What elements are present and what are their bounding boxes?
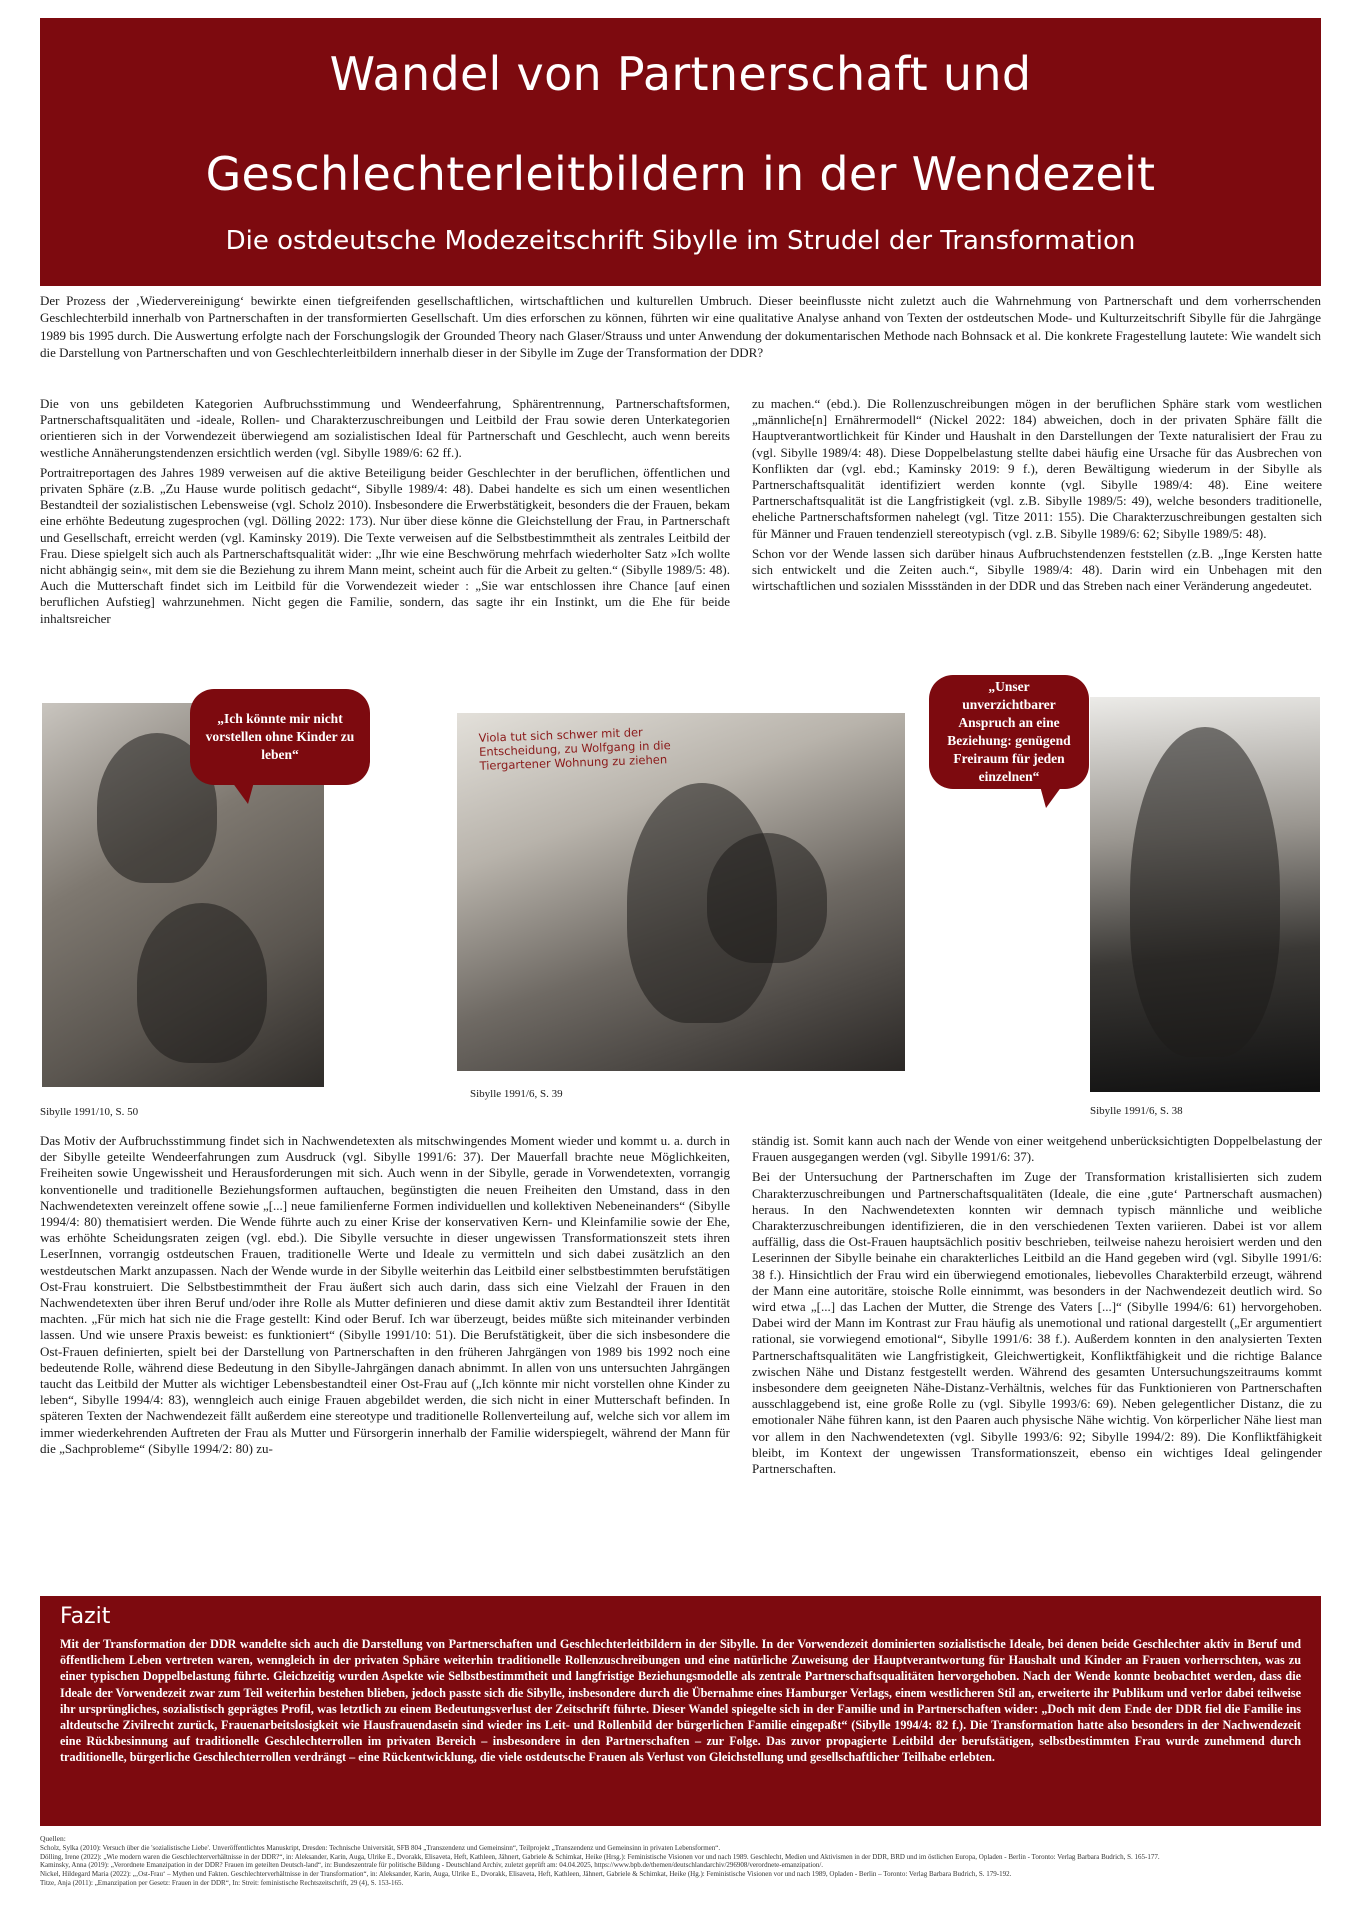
quote-bubble-tail bbox=[232, 782, 254, 804]
source-item: Nickel, Hildegard Maria (2022): „‚Ost-Frau‘ – Mythen und Fakten. Geschlechterverhältnisse in der Transformation“, in: Aleksander, Karin, Auga, Ulrike E., Dvorakk, Elisaveta, Heft, Kathleen, Jähnert, Gabriele & Schimkat, Heike (Hg.): Feministische Visionen vor und nach 1989, Opladen - Berlin – Toronto: Verlag Barbara Budrich, S. 179-192. bbox=[40, 1870, 1012, 1879]
photo-credit-middle: Sibylle 1991/6, S. 39 bbox=[470, 1088, 563, 1100]
photo-credit-right: Sibylle 1991/6, S. 38 bbox=[1090, 1105, 1183, 1117]
source-item: Dölling, Irene (2022): „Wie modern waren die Geschlechterverhältnisse in der DDR?“, in: Aleksander, Karin, Auga, Ulrike E., Dvorakk, Elisaveta, Heft, Kathleen, Jähnert, Gabriele & Schimkat, Heike (Hrsg.): Feministische Visionen vor und nach 1989. Geschlecht, Medien und Aktivismen in der DDR, BRD und im östlichen Europa, Opladen - Berlin - Toronto: Verlag Barbara Budrich, S. 165-177. bbox=[40, 1852, 1160, 1861]
paragraph: Die von uns gebildeten Kategorien Aufbruchsstimmung und Wendeerfahrung, Sphärentrennung, Partnerschaftsformen, Partnerschaftsqualitäten und -ideale, Rollen- und Charakterzuschreibungen und Leitbild der Frau sowie deren Unterkategorien orientieren sich in der Vorwendezeit überwiegend am sozialistischen Ideal für Partnerschaft und Geschlecht, auch wenn bereits westliche Annäherungstendenzen ersichtlich werden (vgl. Sibylle 1989/6: 62 ff.). bbox=[40, 396, 730, 460]
paragraph: zu machen.“ (ebd.). Die Rollenzuschreibungen mögen in der beruflichen Sphäre stark vom westlichen „männliche[n] Ernährermodell“ (Nickel 2022: 184) abweichen, doch in der privaten Sphäre fällt die Hauptverantwortlichkeit für Kinder und Haushalt in den Darstellungen der Texte naturalisiert der Frau zu (vgl. Sibylle 1989/4: 48). Diese Doppelbelastung stellte dabei häufig eine Ursache für das Ausbrechen von Konflikten dar (vgl. ebd.; Kaminsky 2019: 9 f.), deren Bewältigung wiederum in der Sibylle als Partnerschaftsqualität identifiziert werden konnte (vgl. Sibylle 1989/4: 48). Eine weitere Partnerschaftsqualität ist die Langfristigkeit (vgl. z.B. Sibylle 1989/5: 49), welche besonders traditionelle, eheliche Partnerschaftsformen nahelegt (vgl. Titze 2011: 155). Die Charakterzuschreibungen gestalten sich für Männer und Frauen tendenziell stereotypisch (vgl. z.B. Sibylle 1989/6: 62; Sibylle 1989/5: 48). bbox=[752, 396, 1322, 541]
fazit-text: Mit der Transformation der DDR wandelte sich auch die Darstellung von Partnerschaften und Geschlechterleitbildern in der Sibylle. In der Vorwendezeit dominierten sozialistische Ideale, bei denen beide Geschlechter aktiv in Beruf und öffentlichem Leben vertreten waren, wenngleich in der privaten Sphäre weiterhin traditionelle Rollenzuschreibungen und eine natürliche Zuweisung der Hauptverantwortung für Haushalt und Kinder an Frauen vorherrschten, was zu einer typischen Doppelbelastung führte. Gleichzeitig wurden Aspekte wie Selbstbestimmtheit und langfristige Beziehungsmodelle als zentrale Partnerschaftsqualitäten hervorgehoben. Nach der Wende konnte beobachtet werden, dass die Ideale der Vorwendezeit zwar zum Teil weiterhin bestehen blieben, jedoch passte sich die Sibylle, insbesondere durch die Übernahme eines Hamburger Verlags, einem westlicheren Stil an, erweiterte ihr Publikum und verlor dabei teilweise ihr ursprüngliches, sozialistisch geprägtes Profil, was letztlich zu einem Bedeutungsverlust der Zeitschrift führte. Dieser Wandel spiegelte sich in der Familie und in Partnerschaften wider: „Doch mit dem Ende der DDR fiel die Familie ins altdeutsche Zivilrecht zurück, Frauenarbeitslosigkeit wie Hausfrauendasein sind wieder ins Leit- und Rollenbild der bürgerlichen Familie eingepaßt“ (Sibylle 1994/4: 82 f.). Die Transformation hatte also besonders in der Nachwendezeit eine Rückbesinnung auf traditionelle Geschlechterrollen im privaten Bereich – insbesondere in den Partnerschaften – zur Folge. Das zuvor propagierte Leitbild der berufstätigen, selbstbestimmten Frau wurde zunehmend durch traditionelle, bürgerliche Geschlechterrollen verdrängt – eine Rückentwicklung, die viele ostdeutsche Frauen als Verlust von Gleichstellung und gesellschaftlicher Teilhabe erlebten. bbox=[60, 1637, 1301, 1765]
fazit-heading: Fazit bbox=[60, 1604, 111, 1629]
lower-right-column bbox=[752, 1133, 1322, 1481]
source-item: Kaminsky, Anna (2019): „Verordnete Emanzipation in der DDR? Frauen im geteilten Deutsch-land“, in: Bundeszentrale für politische Bildung - Deutschland Archiv, zuletzt geprüft am: 04.04.2025, https://www.bpb.de/themen/deutschlandarchiv/296908/verordnete-emanzipation/. bbox=[40, 1861, 824, 1870]
paragraph: Portraitreportagen des Jahres 1989 verweisen auf die aktive Beteiligung beider Geschlechter in der beruflichen, öffentlichen und privaten Sphäre (z.B. „Zu Hause wurde politisch gedacht“, Sibylle 1989/4: 48). Dabei handelte es sich um einen wesentlichen Bestandteil der sozialistischen Lebensweise (vgl. Scholz 2010). Insbesondere die Erwerbstätigkeit, besonders die der Frauen, bekam eine erhöhte Bedeutung zugesprochen (vgl. Dölling 2022: 173). Nur über diese könne die Gleichstellung der Frau, in Partnerschaft und Gesellschaft, erreicht werden (vgl. Kaminsky 2019). Die Texte verweisen auf die Selbstbestimmtheit als zentrales Leitbild der Frau. Diese spielgelt sich auch als Partnerschaftsqualität wider: „Ihr wie eine Beschwörung mehrfach wiederholter Satz »Ich wollte nicht abhängig sein«, mit dem sie die Beziehung zu ihrem Mann meint, scheint auch für die Arbeit zu gelten.“ (Sibylle 1989/5: 48). Auch die Mutterschaft findet sich im Leitbild für die Vorwendezeit wieder : „Sie war entschlossen ihre Chance [auf einen beruflichen Aufstieg] wahrzunehmen. Nicht gegen die Familie, sondern, das sagte ihr ein Instinkt, um die Ehe für beide inhaltsreicher bbox=[40, 464, 730, 626]
paragraph: Das Motiv der Aufbruchsstimmung findet sich in Nachwendetexten als mitschwingendes Moment wieder und kommt u. a. durch in der Sibylle geteilte Wendeerfahrungen zum Ausdruck (vgl. Sibylle 1991/6: 37). Der Mauerfall brachte neue Möglichkeiten, Freiheiten sowie Ungewissheit und Herausforderungen mit sich. Auch wenn in der Sibylle, gerade in Vorwendetexten, vorrangig konventionelle und traditionelle Beziehungsformen auftauchen, begünstigten die neuen Freiheiten den Umstand, dass in den Nachwendetexten vereinzelt offene sowie „[...] neue familienferne Formen individuellen und kollektiven Nebeneinanders“ (Sibylle 1994/4: 80) thematisiert werden. Die Wende führte auch zu einer Krise der konservativen Kern- und Kleinfamilie sowie der Ehe, was erhöhte Scheidungsraten zeigen (vgl. ebd.). Die Sibylle versuchte in dieser ungewissen Transformationszeit stets ihren LeserInnen, vorrangig ostdeutschen Frauen, traditionelle Werte und Ideale zu vermitteln und sich dabei zusätzlich an den westdeutschen Markt anzupassen. Nach der Wende wurde in der Sibylle weiterhin das Leitbild einer selbstbestimmten berufstätigen Ost-Frau konstruiert. Die Selbstbestimmtheit der Frau äußert sich auch darin, dass sich eine Vielzahl der Frauen in den Nachwendetexten über ihren Beruf und/oder ihre Rolle als Mutter definieren und diese damit aktiv zum Bestandteil ihrer Identität machten. „Für mich hat sich nie die Frage gestellt: Kind oder Beruf. Ich war überzeugt, beides müßte sich miteinander verbinden lassen. Und wie unsere Praxis beweist: es funktioniert“ (Sibylle 1991/10: 51). Die Berufstätigkeit, über die sich insbesondere die Ost-Frauen definierten, spielt bei der Darstellung von Partnerschaften in den früheren Jahrgängen von 1989 bis 1992 noch eine bedeutende Rolle, während diese Bedeutung in den Sibylle-Jahrgängen danach abnimmt. In allen von uns untersuchten Jahrgängen taucht das Leitbild der Mutter als wichtiger Lebensbestandteil einer Ost-Frau auf („Ich könnte mir nicht vorstellen ohne Kinder zu leben“, Sibylle 1994/4: 83), wenngleich auch einige Frauen abgebildet werden, die sich nicht in einer Mutterschaft befinden. In späteren Texten der Nachwendezeit fällt außerdem eine stereotype und traditionelle Rollenverteilung auf, welche sich vor allem im immer wiederkehrenden Auftreten der Frau als Mutter und Fürsorgerin innerhalb der Familie widerspiegelt, während der Mann für die „Sachprobleme“ (Sibylle 1994/2: 80) zu- bbox=[40, 1133, 730, 1456]
sources-heading: Quellen: bbox=[40, 1834, 66, 1843]
intro-paragraph: Der Prozess der ‚Wiedervereinigung‘ bewirkte einen tiefgreifenden gesellschaftlichen, wirtschaftlichen und kulturellen Umbruch. Dieser beeinflusste nicht zuletzt auch die Wahrnehmung von Partnerschaft und dem vorherrschenden Geschlechterbild innerhalb von Partnerschaften in der transformierten Gesellschaft. Um dies erforschen zu können, führten wir eine qualitative Analyse anhand von Texten der ostdeutschen Mode- und Kulturzeitschrift Sibylle für die Jahrgänge 1989 bis 1995 durch. Die Auswertung erfolgte nach der Forschungslogik der Grounded Theory nach Glaser/Strauss und unter Anwendung der dokumentarischen Methode nach Bohnsack et al. Die konkrete Fragestellung lautete: Wie wandelt sich die Darstellung von Partnerschaften und von Geschlechterleitbildern innerhalb dieser in der Sibylle im Zuge der Transformation der DDR? bbox=[40, 293, 1321, 360]
paragraph: ständig ist. Somit kann auch nach der Wende von einer weitgehend unberücksichtigten Doppelbelastung der Frauen ausgegangen werden (vgl. Sibylle 1991/6: 37). bbox=[752, 1133, 1322, 1165]
photo-credit-left: Sibylle 1991/10, S. 50 bbox=[40, 1106, 139, 1118]
lower-left-column bbox=[40, 1133, 730, 1461]
photo-couple bbox=[457, 713, 905, 1071]
source-item: Titze, Anja (2011): „Emanzipation per Gesetz: Frauen in der DDR“, In: Streit: feministische Rechtszeitschrift, 29 (4), S. 153-165. bbox=[40, 1878, 404, 1887]
sources-list bbox=[40, 1835, 1321, 1888]
paragraph: Schon vor der Wende lassen sich darüber hinaus Aufbruchstendenzen feststellen (z.B. „Inge Kersten hatte sich entwickelt und die Zeiten auch.“, Sibylle 1989/4: 48). Darin wird ein Unbehagen mit den wirtschaftlichen und sozialen Missständen in der DDR und das Streben nach einer Veränderung angedeutet. bbox=[752, 545, 1322, 594]
upper-right-column bbox=[752, 396, 1322, 598]
quote-bubble-left: „Ich könnte mir nicht vorstellen ohne Kinder zu leben“ bbox=[190, 689, 370, 785]
page-subtitle: Die ostdeutsche Modezeitschrift Sibylle im Strudel der Transformation bbox=[225, 226, 1136, 256]
fazit-box bbox=[40, 1596, 1321, 1826]
photo-man-with-woman bbox=[1090, 697, 1320, 1092]
page-title-line2: Geschlechterleitbildern in der Wendezeit bbox=[205, 147, 1156, 201]
quote-bubble-tail bbox=[1040, 786, 1062, 808]
header-banner bbox=[40, 18, 1321, 286]
quote-bubble-right: „Unser unverzichtbarer Anspruch an eine Beziehung: genügend Freiraum für jeden einzelnen“ bbox=[929, 675, 1089, 789]
paragraph: Bei der Untersuchung der Partnerschaften im Zuge der Transformation kristallisierten sich zudem Charakterzuschreibungen und Partnerschaftsqualitäten (Ideale, die eine ‚gute‘ Partnerschaft ausmachen) heraus. In den Nachwendetexten konnten wir demnach typisch männliche und weibliche Charakterzuschreibungen identifizieren, die in den verschiedenen Texten variieren. Dabei ist vor allem auffällig, dass die Ost-Frauen hauptsächlich positiv beschrieben, teilweise nahezu heroisiert werden und den Leserinnen der Sibylle beinahe ein charakterliches Leitbild an die Hand gegeben wird (vgl. Sibylle 1991/6: 38 f.). Hinsichtlich der Frau wird ein überwiegend emotionales, liebevolles Charakterbild erzeugt, während der Mann eine autoritäre, stoische Rolle einnimmt, was besonders in der Nachwendezeit deutlich wird. So wird etwa „[...] das Lachen der Mutter, die Strenge des Vaters [...]“ (Sibylle 1994/6: 61) hervorgehoben. Dabei wird der Mann im Kontrast zur Frau häufig als unemotional und rational dargestellt („Er argumentiert rational, sie vorwiegend emotional“, Sibylle 1991/6: 38 f.). Außerdem konnten in den analysierten Texten Partnerschaftsqualitäten wie Langfristigkeit, Gleichwertigkeit, Konfliktfähigkeit und die richtige Balance zwischen Nähe und Distanz festgestellt werden. Während des gesamten Untersuchungszeitraums kommt insbesondere dem geeigneten Nähe-Distanz-Verhältnis, welches für das Funktionieren von Partnerschaften ausschlaggebend ist, eine große Rolle zu (vgl. Sibylle 1993/6: 69). Neben gelegentlicher Distanz, die zu emotionaler Nähe führen kann, ist den Paaren auch physische Nähe wichtig. Von körperlicher Nähe liest man vor allem in den Nachwendetexten (vgl. Sibylle 1993/6: 92; Sibylle 1994/2: 89). Die Konfliktfähigkeit bleibt, im Kontext der ungewissen Transformationszeit, ebenso ein wichtiges Ideal gelingender Partnerschaften. bbox=[752, 1169, 1322, 1477]
upper-left-column bbox=[40, 396, 730, 631]
photo-caption: Viola tut sich schwer mit der Entscheidung, zu Wolfgang in die Tiergartener Wohnung zu ziehen bbox=[478, 725, 671, 773]
page-title-line1: Wandel von Partnerschaft und bbox=[329, 47, 1032, 101]
source-item: Scholz, Sylka (2010): Versuch über die 'sozialistische Liebe'. Unveröffentlichtes Manuskript, Dresden: Technische Universität, SFB 804 „Transzendenz und Gemeinsinn“, Teilprojekt „Transzendenz und Gemeinsinn in privaten Lebensformen“. bbox=[40, 1843, 721, 1852]
